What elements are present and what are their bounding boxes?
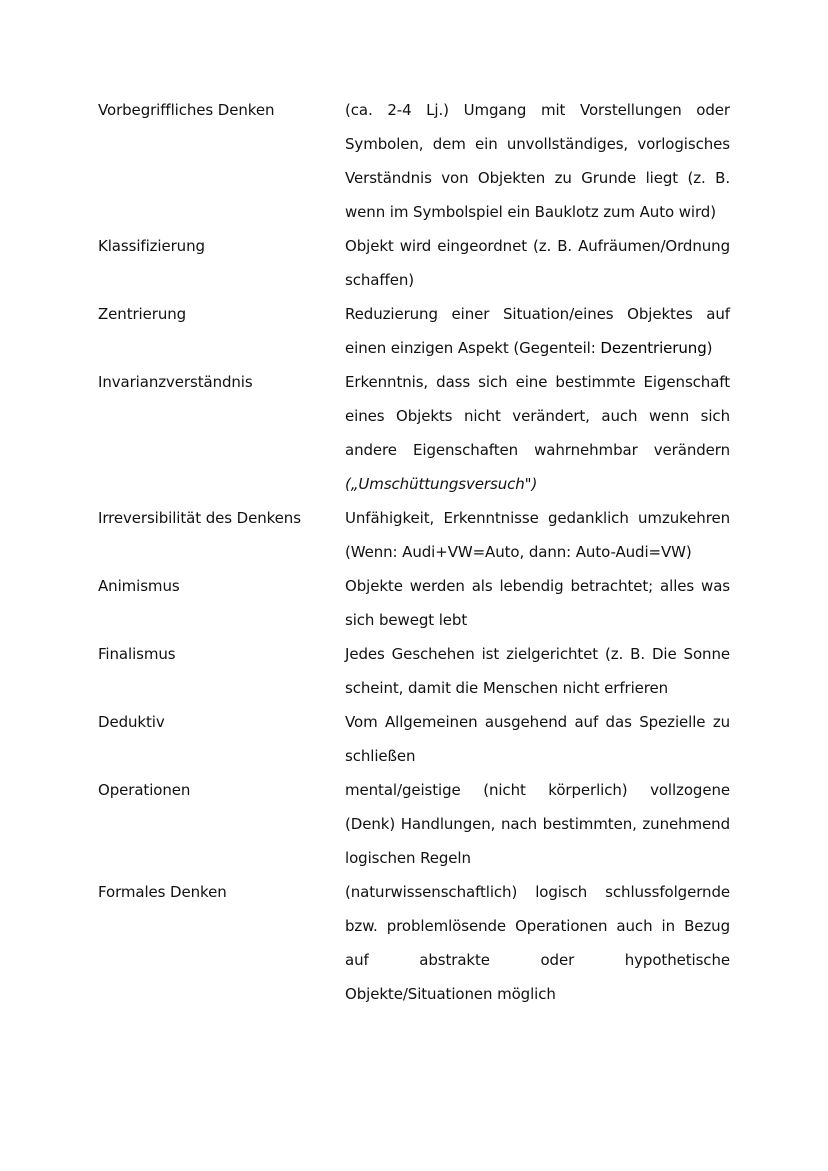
glossary-entry — [98, 365, 730, 501]
glossary-term: Finalismus — [98, 645, 176, 663]
glossary-term: Vorbegriffliches Denken — [98, 101, 275, 119]
definition-italic: („Umschüttungsversuch") — [345, 475, 538, 493]
glossary-definition: mental/geistige (nicht körperlich) vollzogene (Denk) Handlungen, nach bestimmten, zunehmend logischen Regeln — [345, 781, 730, 867]
glossary-term: Animismus — [98, 577, 180, 595]
glossary-term: Operationen — [98, 781, 191, 799]
definition-text: Erkenntnis, dass sich eine bestimmte Eigenschaft eines Objekts nicht verändert, auch wenn sich andere Eigenschaften wahrnehmbar verändern — [345, 373, 730, 459]
glossary-entry — [98, 229, 730, 297]
definition-text-end: ) — [706, 339, 713, 357]
definition-text: Reduzierung einer Situation/eines Objektes auf einen einzigen Aspekt (Gegenteil: — [345, 305, 730, 357]
glossary-entry — [98, 705, 730, 773]
glossary-term: Formales Denken — [98, 883, 227, 901]
glossary-definition — [345, 365, 730, 501]
glossary-definition: Objekte werden als lebendig betrachtet; alles was sich bewegt lebt — [345, 577, 730, 629]
glossary-entry — [98, 637, 730, 705]
glossary-term: Deduktiv — [98, 713, 165, 731]
glossary-entry — [98, 501, 730, 569]
glossary-definition: Objekt wird eingeordnet (z. B. Aufräumen/Ordnung schaffen) — [345, 237, 730, 289]
glossary-definition: Vom Allgemeinen ausgehend auf das Spezielle zu schließen — [345, 713, 730, 765]
glossary-definition: Unfähigkeit, Erkenntnisse gedanklich umzukehren (Wenn: Audi+VW=Auto, dann: Auto-Audi=VW) — [345, 509, 730, 561]
glossary-term: Klassifizierung — [98, 237, 205, 255]
glossary-entry — [98, 773, 730, 875]
glossary-entry — [98, 93, 730, 229]
glossary-definition: (naturwissenschaftlich) logisch schlussfolgernde bzw. problemlösende Operationen auch in Bezug auf abstrakte oder hypothetische Objekte/Situationen möglich — [345, 883, 730, 1003]
glossary-definition — [345, 297, 730, 365]
glossary-entry — [98, 297, 730, 365]
glossary-term: Invarianzverständnis — [98, 373, 253, 391]
glossary-entry — [98, 569, 730, 637]
glossary-term: Zentrierung — [98, 305, 187, 323]
glossary-definition: (ca. 2-4 Lj.) Umgang mit Vorstellungen oder Symbolen, dem ein unvollständiges, vorlogisches Verständnis von Objekten zu Grunde liegt (z. B. wenn im Symbolspiel ein Bauklotz zum Auto wird) — [345, 101, 730, 221]
glossary-entry — [98, 875, 730, 1011]
definition-emphasis: Dezentrierung — [600, 339, 707, 357]
glossary-term: Irreversibilität des Denkens — [98, 509, 301, 527]
glossary-list — [98, 93, 730, 1011]
glossary-definition: Jedes Geschehen ist zielgerichtet (z. B. Die Sonne scheint, damit die Menschen nicht erfrieren — [345, 645, 730, 697]
